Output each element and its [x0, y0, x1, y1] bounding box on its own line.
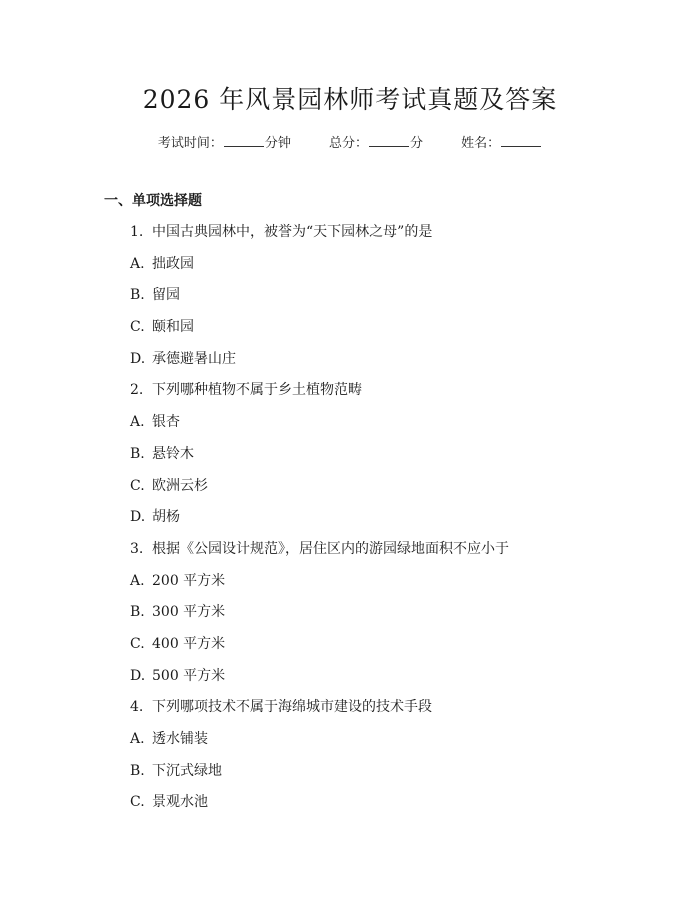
line-label: 4.: [130, 699, 144, 716]
question-3: [130, 539, 650, 571]
line-label: A.: [130, 731, 145, 747]
section-heading: 一、单项选择题: [104, 193, 202, 209]
total-score-blank: [369, 134, 409, 147]
line-label: B.: [130, 604, 145, 621]
question-2: [130, 380, 650, 412]
line-text: 景观水池: [152, 794, 208, 811]
line-text: 颐和园: [152, 319, 194, 336]
line-text: 拙政园: [152, 255, 194, 272]
page-title: 2026 年风景园林师考试真题及答案: [142, 85, 558, 114]
line-text: 留园: [152, 287, 180, 304]
line-label: C.: [130, 635, 145, 652]
exam-meta: [0, 132, 700, 151]
line-text: 透水铺装: [152, 731, 208, 747]
line-text: 银杏: [152, 414, 180, 431]
line-text: 中国古典园林中，被誉为“天下园林之母”的是: [152, 224, 433, 240]
line-text: 下列哪项技术不属于海绵城市建设的技术手段: [152, 699, 432, 716]
line-text: 承德避暑山庄: [152, 350, 236, 367]
student-name-label: 姓名：: [461, 136, 501, 151]
line-label: C.: [130, 477, 145, 494]
line-text: 200 平方米: [152, 572, 226, 589]
line-text: 400 平方米: [152, 635, 226, 652]
line-text: 300 平方米: [152, 604, 226, 621]
line-label: 3.: [130, 540, 144, 557]
line-text: 下列哪种植物不属于乡土植物范畴: [152, 382, 362, 399]
line-label: C.: [130, 794, 145, 811]
option-2a: [130, 412, 650, 444]
line-text: 下沉式绿地: [152, 762, 222, 779]
option-2d: [130, 507, 650, 539]
total-score-unit: 分: [410, 136, 424, 151]
line-label: A.: [130, 414, 145, 431]
exam-time-label: 考试时间：: [157, 136, 223, 151]
exam-time-blank: [224, 134, 264, 147]
exam-time-unit: 分钟: [264, 136, 291, 151]
line-label: D.: [130, 667, 146, 684]
option-1d: [130, 349, 650, 381]
total-score-label: 总分：: [328, 136, 368, 151]
question-list: [130, 222, 650, 824]
line-label: 2.: [130, 382, 144, 399]
line-label: B.: [130, 287, 145, 304]
line-text: 胡杨: [152, 509, 180, 526]
student-name-blank: [501, 134, 541, 147]
option-2b: [130, 444, 650, 476]
line-label: 1.: [130, 224, 144, 240]
option-3a: [130, 571, 650, 603]
option-3c: [130, 634, 650, 666]
question-4: [130, 697, 650, 729]
option-4a: [130, 729, 650, 761]
line-text: 欧洲云杉: [152, 477, 208, 494]
line-label: B.: [130, 762, 145, 779]
line-text: 悬铃木: [152, 445, 194, 462]
total-score: [329, 132, 423, 151]
option-1c: [130, 317, 650, 349]
line-label: D.: [130, 509, 146, 526]
option-1b: [130, 285, 650, 317]
line-label: C.: [130, 319, 145, 336]
line-label: A.: [130, 572, 145, 589]
option-4c: [130, 792, 650, 824]
line-label: B.: [130, 445, 145, 462]
option-1a: [130, 254, 650, 286]
option-2c: [130, 476, 650, 508]
line-text: 根据《公园设计规范》，居住区内的游园绿地面积不应小于: [152, 540, 509, 557]
question-1: [130, 222, 650, 254]
option-3b: [130, 602, 650, 634]
option-3d: [130, 666, 650, 698]
line-label: D.: [130, 350, 146, 367]
line-label: A.: [130, 255, 145, 272]
option-4b: [130, 761, 650, 793]
student-name: [461, 132, 542, 151]
exam-time: [158, 132, 291, 151]
line-text: 500 平方米: [152, 667, 226, 684]
